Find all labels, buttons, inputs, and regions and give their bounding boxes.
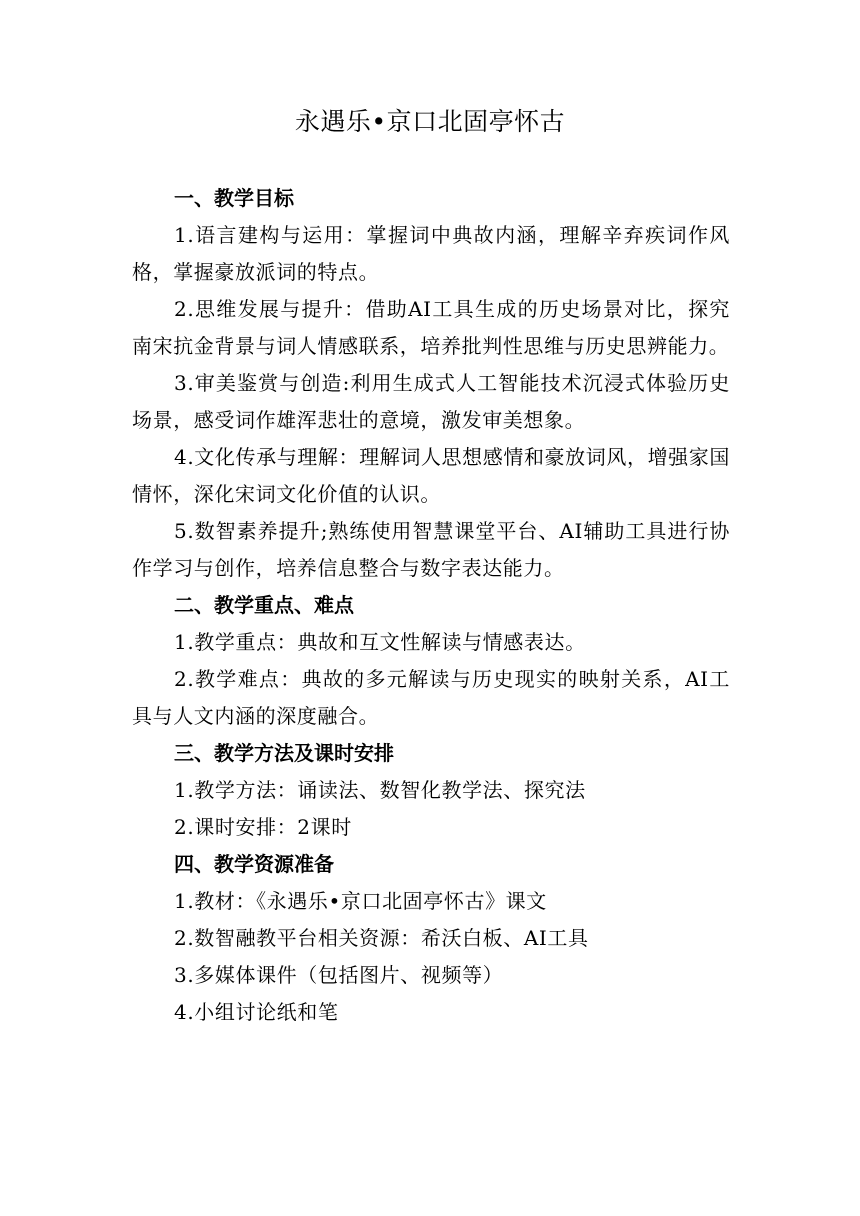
method-item: 2.课时安排：2课时: [174, 815, 352, 839]
document-body: [132, 180, 730, 1031]
resource-item: 3.多媒体课件（包括图片、视频等）: [174, 963, 504, 987]
key-point-item: 1.教学重点：典故和互文性解读与情感表达。: [174, 630, 586, 654]
section-resources: [132, 846, 730, 1031]
objective-item: 2.思维发展与提升：借助AI工具生成的历史场景对比，探究南宋抗金背景与词人情感联系，培养批判性思维与历史思辨能力。: [132, 297, 730, 358]
objective-item: 5.数智素养提升;熟练使用智慧课堂平台、AI辅助工具进行协作学习与创作，培养信息整合与数字表达能力。: [132, 519, 730, 580]
section-heading: 三、教学方法及课时安排: [174, 741, 394, 765]
section-heading: 二、教学重点、难点: [174, 593, 354, 617]
objective-item: 3.审美鉴赏与创造:利用生成式人工智能技术沉浸式体验历史场景，感受词作雄浑悲壮的意境，激发审美想象。: [132, 371, 730, 432]
section-heading: 一、教学目标: [174, 186, 294, 210]
resource-item: 1.教材：《永遇乐•京口北固亭怀古》课文: [174, 889, 547, 913]
objective-item: 1.语言建构与运用：掌握词中典故内涵，理解辛弃疾词作风格，掌握豪放派词的特点。: [132, 223, 730, 284]
section-heading: 四、教学资源准备: [174, 852, 334, 876]
section-methods-schedule: [132, 735, 730, 846]
resource-item: 2.数智融教平台相关资源：希沃白板、AI工具: [174, 926, 589, 950]
section-teaching-objectives: [132, 180, 730, 587]
resource-item: 4.小组讨论纸和笔: [174, 1000, 339, 1024]
key-point-item: 2.教学难点：典故的多元解读与历史现实的映射关系，AI工具与人文内涵的深度融合。: [132, 667, 730, 728]
document-title: 永遇乐•京口北固亭怀古: [294, 107, 566, 136]
method-item: 1.教学方法：诵读法、数智化教学法、探究法: [174, 778, 586, 802]
section-key-points: [132, 587, 730, 735]
objective-item: 4.文化传承与理解：理解词人思想感情和豪放词风，增强家国情怀，深化宋词文化价值的认识。: [132, 445, 730, 506]
